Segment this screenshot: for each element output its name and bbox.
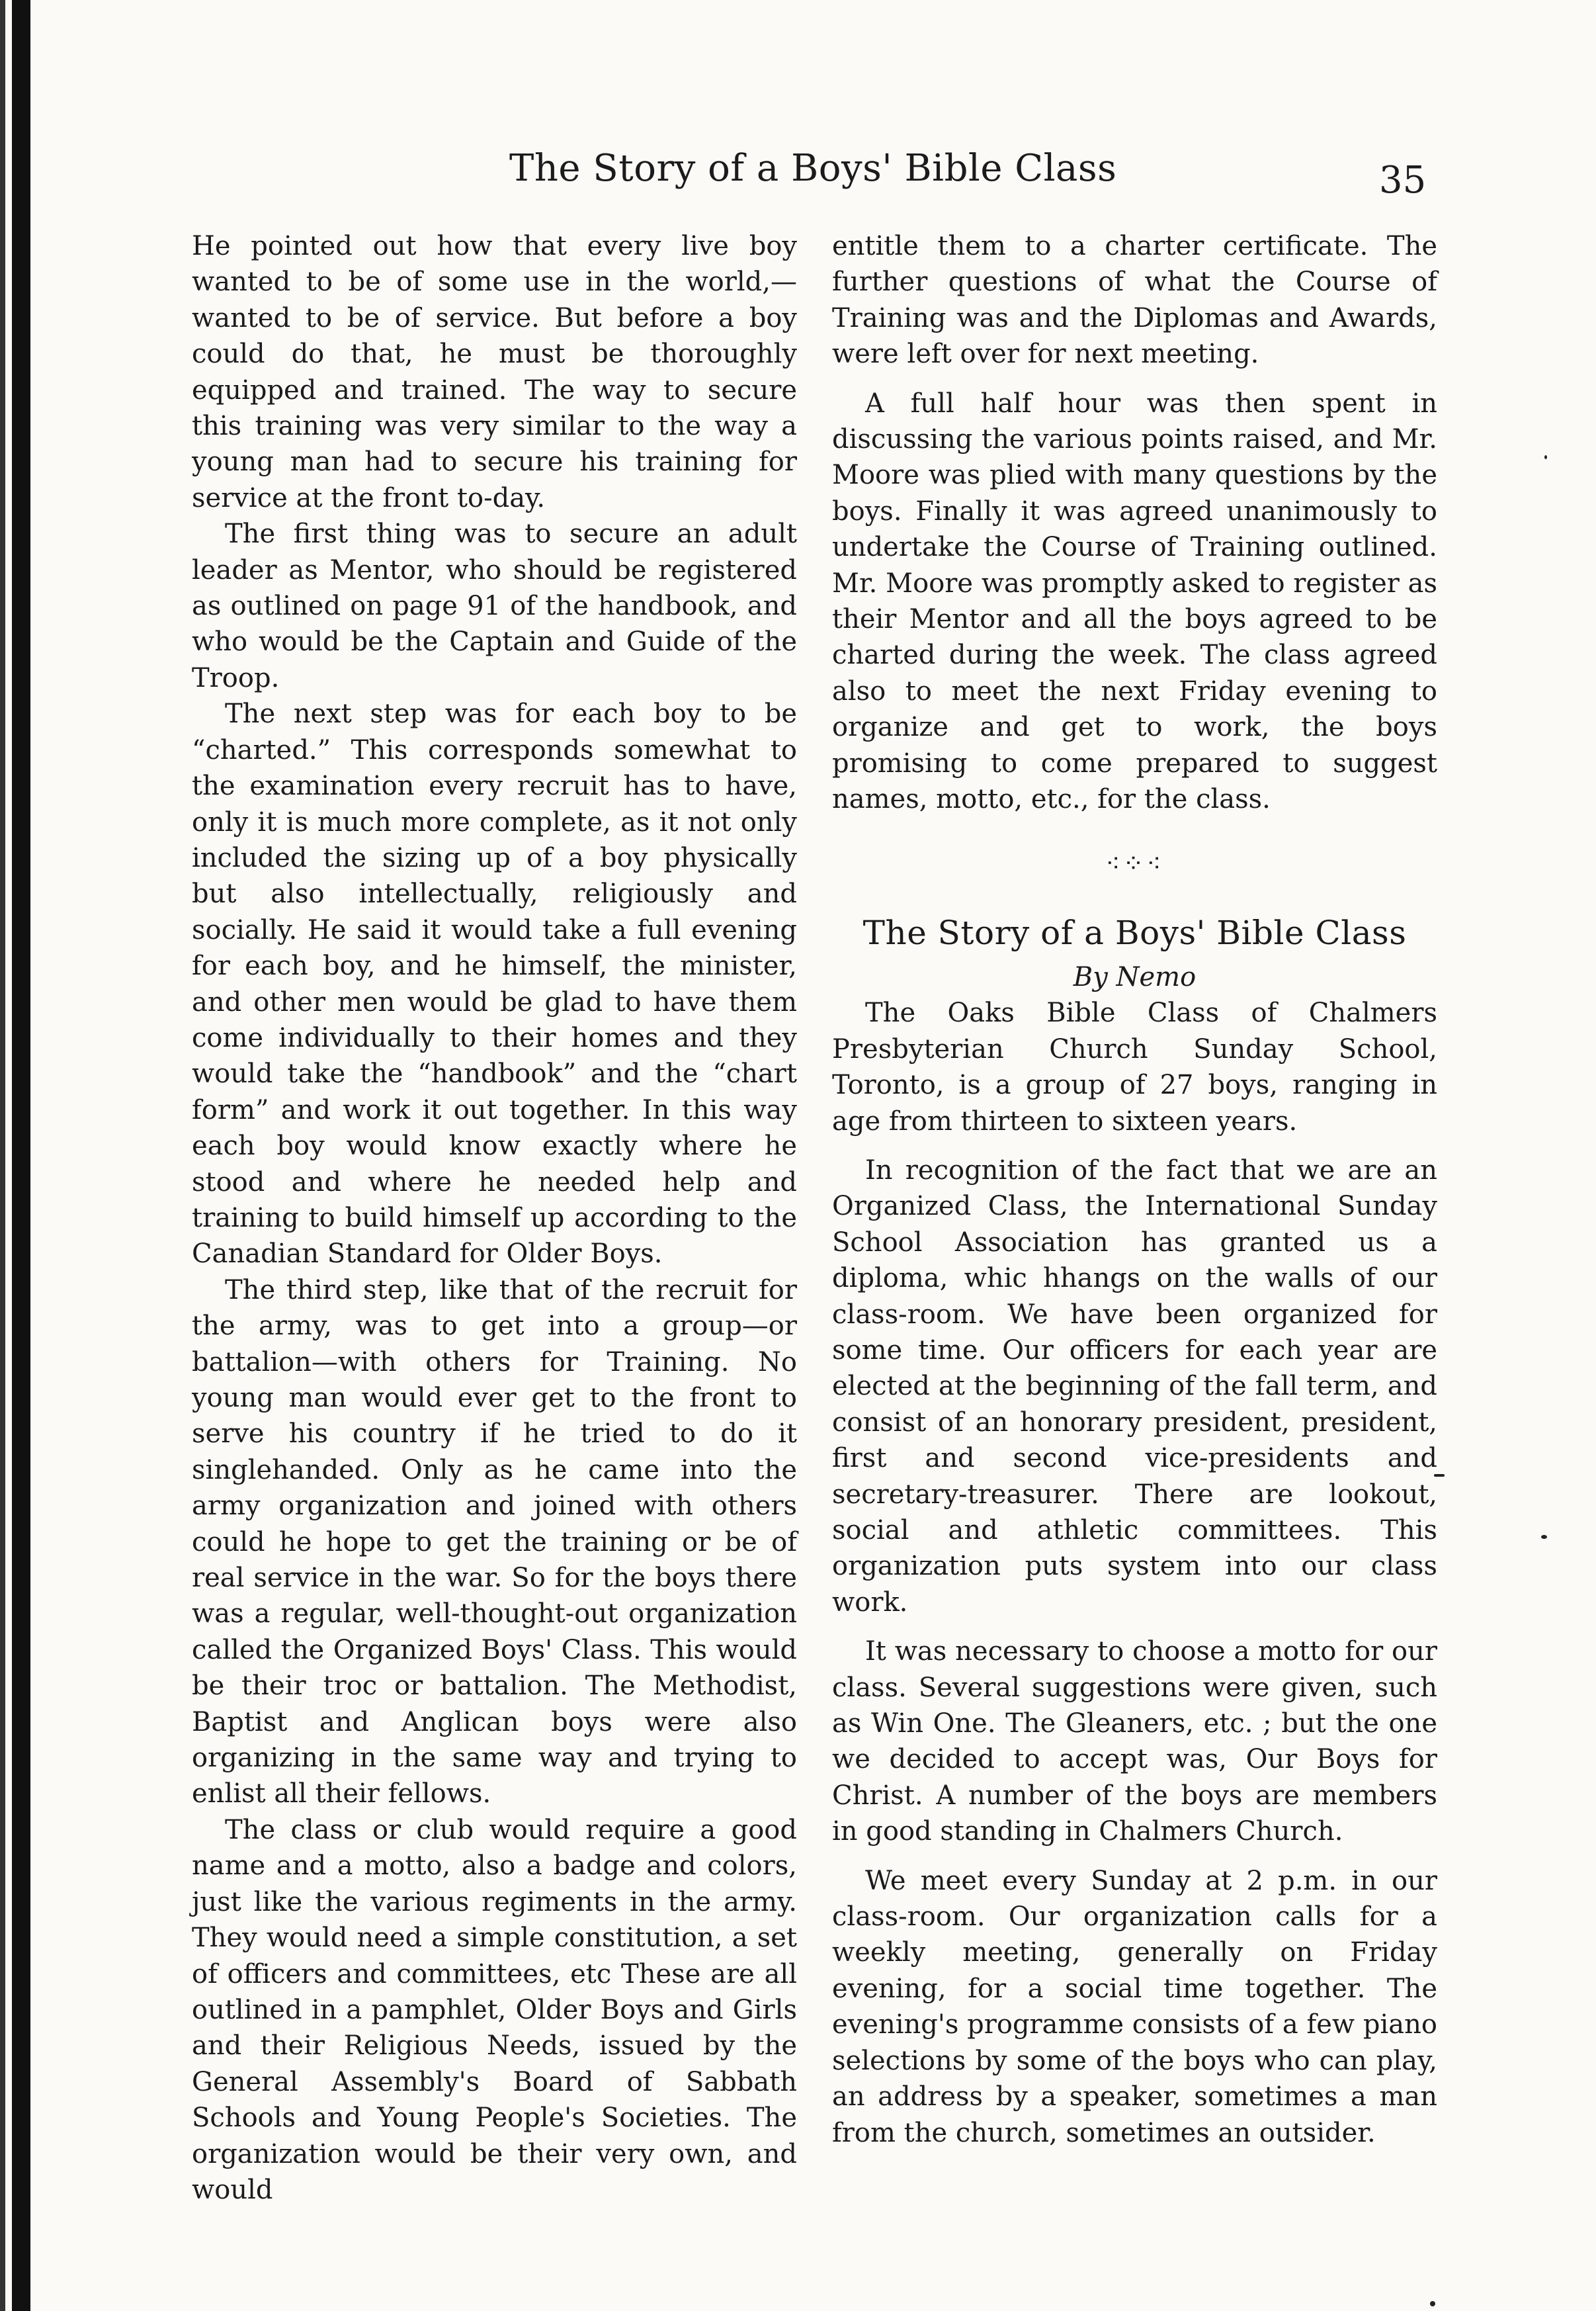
scan-speck bbox=[1544, 455, 1547, 459]
paragraph: We meet every Sunday at 2 p.m. in our class-room. Our organization calls for a weekly meeting, generally on Friday evening, for a social time together. The evening's programme consists of a few piano selections by some of the boys who can play, an address by a speaker, sometimes a man from the church, sometimes an outsider. bbox=[832, 1865, 1437, 2148]
article-byline: By Nemo bbox=[1073, 961, 1197, 992]
paragraph: The next step was for each boy to be “charted.” This corresponds somewhat to the examination every recruit has to have, only it is much more complete, as it not only included the sizing up of a boy physically but also intellectually, religiously and socially. He said it would take a full evening for each boy, and he himself, the minister, and other men would be glad to have them come individually to their homes and they would take the “handbook” and the “chart form” and work it out together. In this way each boy would know exactly where he stood and where he needed help and training to build himself up according to the Canadian Standard for Older Boys. bbox=[192, 699, 797, 1270]
left-column bbox=[192, 228, 797, 2208]
paragraph: The Oaks Bible Class of Chalmers Presbyterian Church Sunday School, Toronto, is a group of 27 boys, ranging in age from thirteen to sixteen years. bbox=[832, 998, 1437, 1137]
paragraph: The first thing was to secure an adult leader as Mentor, who should be registered as outlined on page 91 of the handbook, and who would be the Captain and Guide of the Troop. bbox=[192, 519, 797, 693]
scan-speck bbox=[1430, 2301, 1435, 2306]
page-number: 35 bbox=[1379, 159, 1427, 202]
scan-speck bbox=[1541, 1535, 1547, 1539]
paragraph: The third step, like that of the recruit for the army, was to get into a group—or battalion—with others for Training. No young man would ever get to the front to serve his country if he tried to do it singlehanded. Only as he came into the army organization and joined with others could he hope to get the training or be of real service in the war. So for the boys there was a regular, well-thought-out organization called the Organized Boys' Class. This would be their troc or battalion. The Methodist, Baptist and Anglican boys were also organizing in the same way and trying to enlist all their fellows. bbox=[192, 1274, 797, 1810]
scan-speck bbox=[1434, 1474, 1445, 1477]
binding-shadow bbox=[12, 0, 30, 2311]
paragraph: In recognition of the fact that we are an Organized Class, the International Sunday School Association has granted us a diploma, whic hhangs on the walls of our class-room. We have been organized for some time. Our officers for each year are elected at the beginning of the fall term, and consist of an honorary president, president, first and second vice-presidents and secretary-treasurer. There are lookout, social and athletic committees. This organization puts system into our class work. bbox=[832, 1155, 1437, 1618]
article-title: The Story of a Boys' Bible Class bbox=[862, 913, 1407, 952]
paragraph: The class or club would require a good name and a motto, also a badge and colors, just like the various regiments in the army. They would need a simple constitution, a set of officers and committees, etc These are all outlined in a pamphlet, Older Boys and Girls and their Religious Needs, issued by the General Assembly's Board of Sabbath Schools and Young People's Societies. The organization would be their very own, and would bbox=[192, 1814, 797, 2205]
paragraph: entitle them to a charter certificate. The further questions of what the Course of Training was and the Diplomas and Awards, were left over for next meeting. bbox=[832, 231, 1437, 370]
paragraph: It was necessary to choose a motto for our class. Several suggestions were given, such as Win One. The Gleaners, etc. ; but the one we decided to accept was, Our Boys for Christ. A number of the boys are members in good standing in Chalmers Church. bbox=[832, 1636, 1437, 1847]
binding-edge bbox=[0, 0, 5, 2311]
running-head: The Story of a Boys' Bible Class bbox=[509, 147, 1117, 190]
paragraph: He pointed out how that every live boy wanted to be of some use in the world,— wanted to be of service. But before a boy could do that, he must be thoroughly equipped and trained. The way to secure this training was very similar to the way a young man had to secure his training for service at the front to-day. bbox=[192, 231, 797, 513]
right-column bbox=[832, 228, 1437, 2151]
paragraph: A full half hour was then spent in discussing the various points raised, and Mr. Moore was plied with many questions by the boys. Finally it was agreed unanimously to undertake the Course of Training outlined. Mr. Moore was promptly asked to register as their Mentor and all the boys agreed to be charted during the week. The class agreed also to meet the next Friday evening to organize and get to work, the boys promising to come prepared to suggest names, motto, etc., for the class. bbox=[832, 388, 1437, 815]
section-ornament: ⁖⁘⁖ bbox=[1105, 848, 1164, 878]
